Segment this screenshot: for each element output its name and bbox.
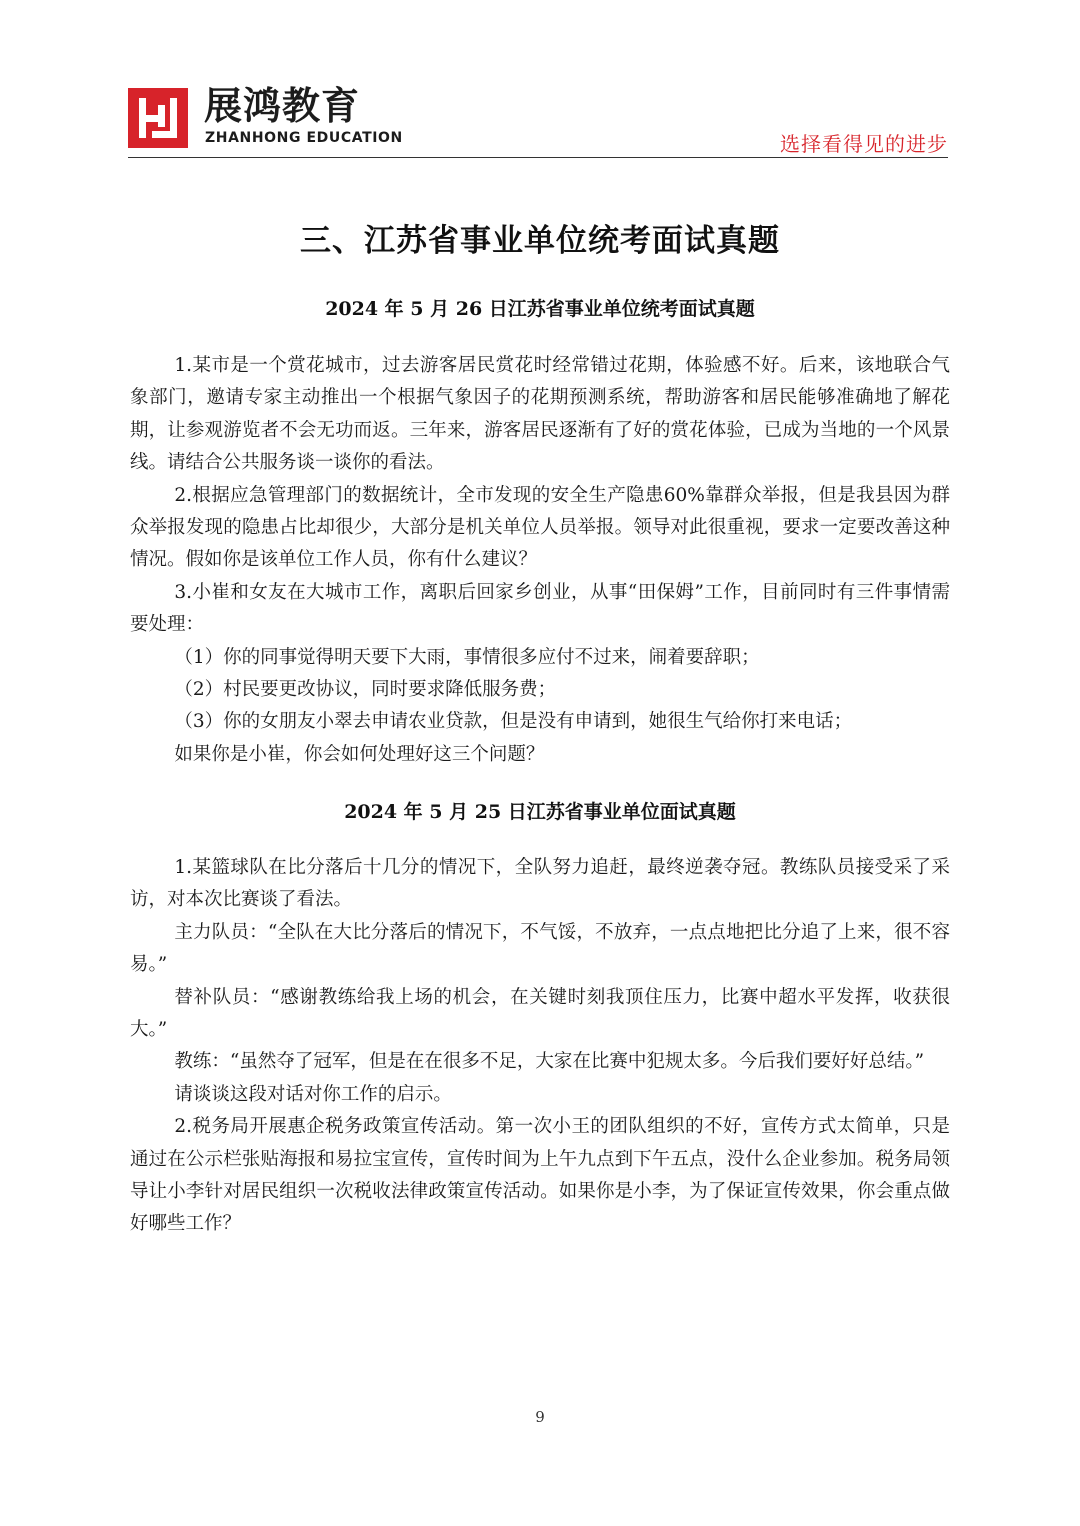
quote-paragraph: 替补队员：“感谢教练给我上场的机会，在关键时刻我顶住压力，比赛中超水平发挥，收获很大。” — [130, 986, 950, 1041]
quote-paragraph: 教练：“虽然夺了冠军，但是在在很多不足，大家在比赛中犯规太多。今后我们要好好总结。” — [174, 1051, 925, 1073]
header-divider — [128, 157, 948, 158]
zh-logo-glyph — [128, 88, 188, 148]
question-subitem: （1）你的同事觉得明天要下大雨，事情很多应付不过来，闹着要辞职； — [174, 646, 760, 668]
question-paragraph: 3.小崔和女友在大城市工作，离职后回家乡创业，从事“田保姆”工作，目前同时有三件事情需要处理： — [130, 581, 950, 636]
question-subitem: （3）你的女朋友小翠去申请农业贷款，但是没有申请到，她很生气给你打来电话； — [174, 711, 853, 733]
section-title-0526: 2024 年 5 月 26 日江苏省事业单位统考面试真题 — [325, 298, 755, 320]
section-body-0525 — [130, 852, 950, 1241]
question-prompt: 请谈谈这段对话对你工作的启示。 — [174, 1083, 452, 1105]
quote-paragraph: 主力队员：“全队在大比分落后的情况下，不气馁，不放弃，一点点地把比分追了上来，很不容易。” — [130, 921, 950, 976]
question-paragraph: 2.根据应急管理部门的数据统计，全市发现的安全生产隐患60%靠群众举报，但是我县因为群众举报发现的隐患占比却很少，大部分是机关单位人员举报。领导对此很重视，要求一定要改善这种情况。假如你是该单位工作人员，你有什么建议？ — [130, 484, 950, 571]
brand-name-cn: 展鸿教育 — [204, 84, 361, 128]
page-header — [128, 84, 948, 159]
question-paragraph: 1.某市是一个赏花城市，过去游客居民赏花时经常错过花期，体验感不好。后来，该地联合气象部门，邀请专家主动推出一个根据气象因子的花期预测系统，帮助游客和居民能够准确地了解花期，让参观游览者不会无功而返。三年来，游客居民逐渐有了好的赏花体验，已成为当地的一个风景线。请结合公共服务谈一谈你的看法。 — [130, 355, 950, 474]
section-body-0526 — [130, 350, 950, 771]
question-subitem: （2）村民要更改协议，同时要求降低服务费； — [174, 679, 557, 701]
section-title-0525: 2024 年 5 月 25 日江苏省事业单位面试真题 — [344, 801, 736, 823]
page-title: 三、江苏省事业单位统考面试真题 — [300, 223, 780, 259]
question-paragraph: 2.税务局开展惠企税务政策宣传活动。第一次小王的团队组织的不好，宣传方式太简单，只是通过在公示栏张贴海报和易拉宝宣传，宣传时间为上午九点到下午五点，没什么企业参加。税务局领导让小李针对居民组织一次税收法律政策宣传活动。如果你是小李，为了保证宣传效果，你会重点做好哪些工作？ — [130, 1116, 950, 1235]
brand-name-en: ZHANHONG EDUCATION — [205, 130, 403, 146]
page-number: 9 — [535, 1408, 545, 1426]
question-prompt: 如果你是小崔，你会如何处理好这三个问题？ — [174, 743, 545, 765]
question-paragraph: 1.某篮球队在比分落后十几分的情况下，全队努力追赶，最终逆袭夺冠。教练队员接受采了采访，对本次比赛谈了看法。 — [130, 857, 950, 911]
zh-logo-icon — [128, 88, 188, 148]
slogan: 选择看得见的进步 — [780, 132, 948, 156]
